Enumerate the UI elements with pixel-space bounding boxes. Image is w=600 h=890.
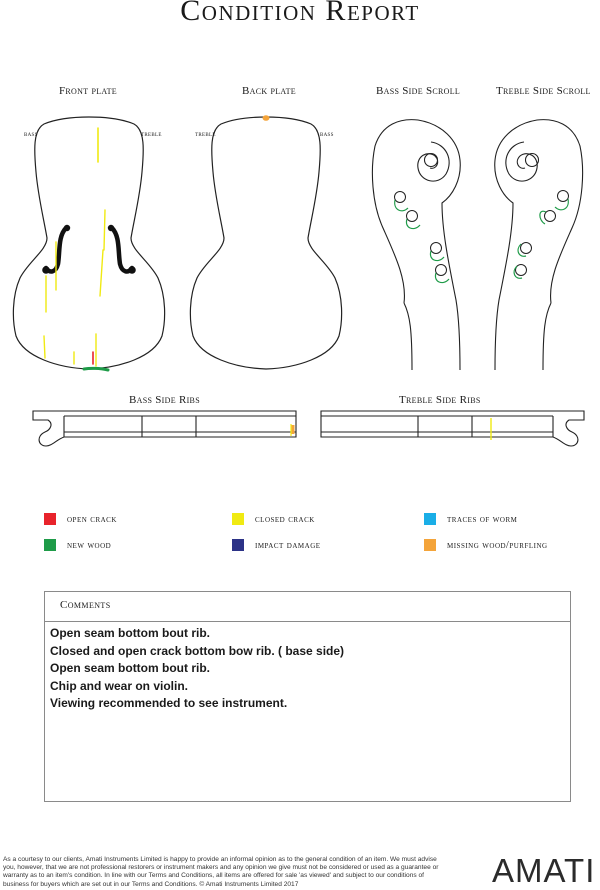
legend-swatch-traces-of-worm	[424, 513, 436, 525]
front-treble-label: treble	[141, 130, 162, 138]
legend-swatch-missing-wood	[424, 539, 436, 551]
disclaimer-text: As a courtesy to our clients, Amati Instruments Limited is happy to provide an informal opinion as to the general condition of an item. We must advise you, however, that we are not professional restorers or instrument makers and any opinion we give must not be considered or used as a guarantee or warranty as to an item's condition. In line with our Terms and Conditions, all items are offered for sale 'as viewed' and subject to our conditions of business for buyers which are set out in our Terms and Conditions. © Amati Instruments Limited 2017	[3, 856, 439, 888]
comment-line: Open seam bottom bout rib.	[50, 626, 211, 640]
treble-ribs-outline	[321, 411, 584, 446]
bass-side-ribs-label: Bass Side Ribs	[129, 394, 200, 406]
legend-impact-damage: impact damage	[232, 539, 321, 551]
legend-traces-of-worm: traces of worm	[424, 513, 517, 525]
comment-line: Closed and open crack bottom bow rib. ( base side)	[50, 643, 345, 658]
comments-box	[44, 591, 571, 802]
back-plate-label: Back plate	[242, 85, 296, 97]
legend-open-crack: open crack	[44, 513, 117, 525]
legend-new-wood: new wood	[44, 539, 111, 551]
back-treble-label: treble	[195, 130, 216, 138]
legend-missing-wood-purfling: missing wood/purfling	[424, 539, 548, 551]
front-plate-label: Front plate	[59, 85, 117, 97]
treble-scroll-pegholes	[514, 191, 568, 279]
comment-line: Viewing recommended to see instrument.	[50, 696, 288, 710]
treble-side-ribs-label: Treble Side Ribs	[399, 394, 481, 406]
bass-ribs-outline	[33, 411, 296, 446]
front-plate-damage-marks	[44, 128, 108, 370]
legend-swatch-impact-damage	[232, 539, 244, 551]
bass-scroll-pegholes	[395, 192, 450, 283]
legend-closed-crack: closed crack	[232, 513, 315, 525]
treble-scroll-outline	[495, 120, 583, 370]
comment-line: Chip and wear on violin.	[50, 678, 189, 693]
back-plate-damage-marks	[263, 115, 270, 121]
legend-swatch-closed-crack	[232, 513, 244, 525]
bass-ribs-damage-marks	[291, 424, 293, 436]
legend-swatch-new-wood	[44, 539, 56, 551]
treble-side-scroll-label: Treble Side Scroll	[496, 85, 591, 97]
front-plate-outline	[13, 117, 164, 369]
comments-text	[45, 622, 570, 713]
bass-scroll-outline	[372, 120, 460, 370]
back-plate-outline	[190, 117, 341, 369]
page-title: Condition Report	[180, 0, 420, 27]
amati-logo: AMATI	[492, 852, 596, 889]
front-bass-label: bass	[24, 130, 38, 138]
comment-line: Open seam bottom bout rib.	[50, 661, 211, 675]
comments-heading: Comments	[45, 592, 570, 622]
bass-side-scroll-label: Bass Side Scroll	[376, 85, 461, 97]
legend-swatch-open-crack	[44, 513, 56, 525]
back-bass-label: bass	[320, 130, 334, 138]
